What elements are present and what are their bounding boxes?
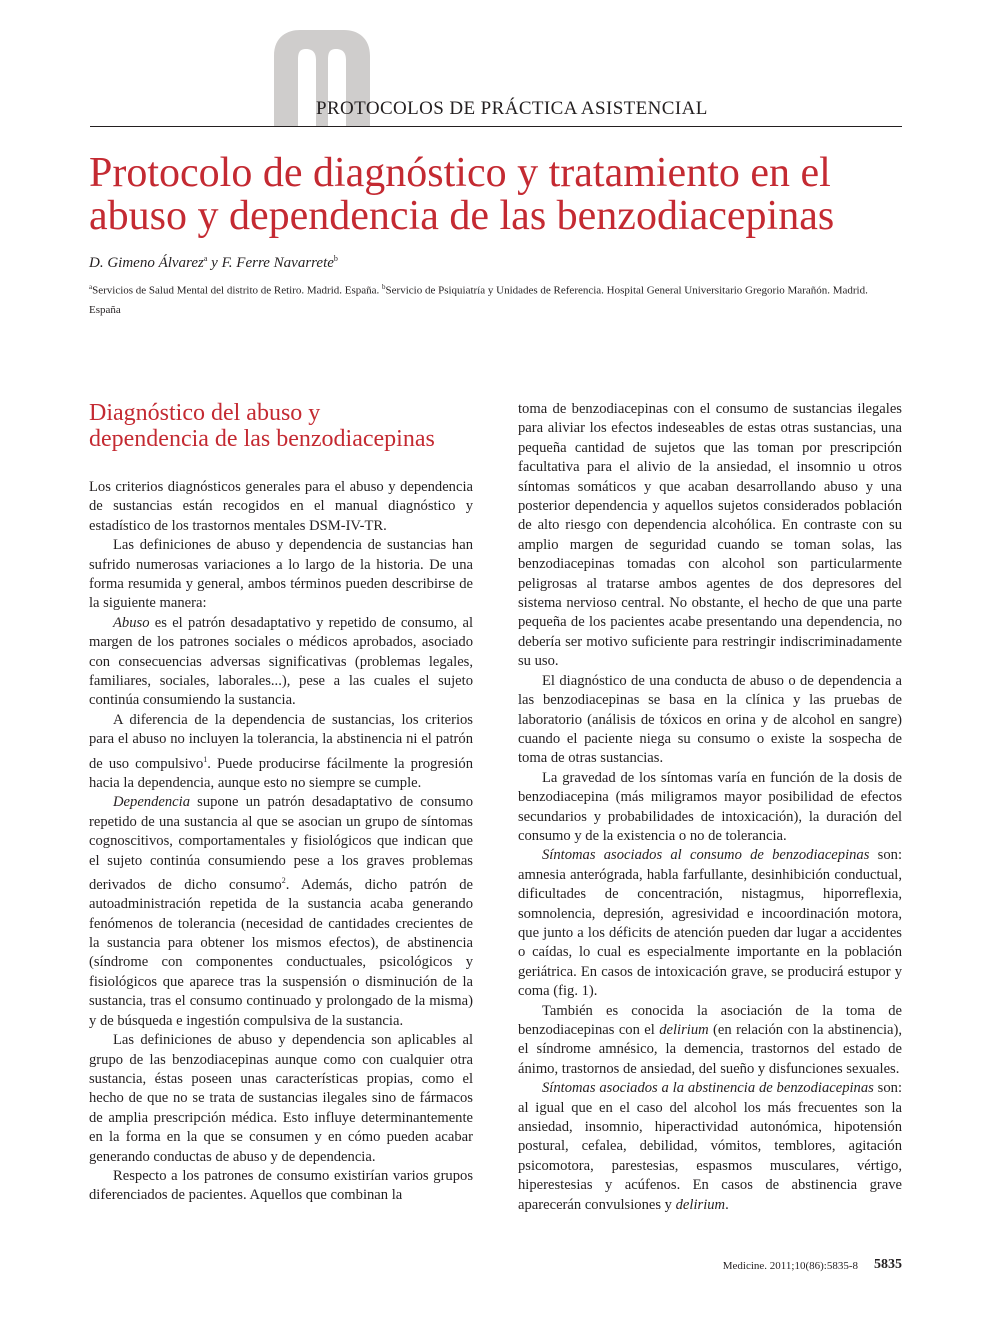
section-label: PROTOCOLOS DE PRÁCTICA ASISTENCIAL — [316, 98, 708, 119]
paragraph-consumo-sintomas — [518, 846, 902, 1001]
author-line — [89, 254, 338, 272]
affiliations — [89, 278, 901, 320]
header-divider — [90, 126, 902, 127]
paragraph-text: es el patrón desadaptativo y repetido de consumo, al margen de los patrones sociales o médicos aprobados, asociado con consecuencias adversas significativas (problemas legales, familiares, sociales, laborales...), pese a las cuales el sujeto continúa consumiendo la sustancia. — [89, 614, 473, 709]
paragraph: Las definiciones de abuso y dependencia de sustancias han sufrido numerosas variaciones a lo largo de la historia. De una forma resumida y general, ambos términos pueden describirse de la siguiente manera: — [89, 537, 473, 612]
author-1-affil-mark: a — [203, 254, 208, 263]
paragraph-abstinencia-sintomas — [518, 1079, 902, 1215]
paragraph-text: A diferencia de la dependencia de sustancias, los criterios para el abuso no incluyen la tolerancia, la abstinencia ni el patrón de uso compulsivo — [89, 711, 473, 772]
section-heading — [89, 400, 489, 452]
paragraph: toma de benzodiacepinas con el consumo de sustancias ilegales para aliviar los efectos indeseables de estas otras sustancias, una pequeña cantidad de sujetos que las toman por prescripción facultativa para el alivio de la ansiedad, el insomnio u otros síntomas somáticos y que acaban desarrollando abuso y una posterior dependencia y aquellos sujetos considerados población de alto riesgo con dependencia alcohólica. En contraste con su amplio margen de seguridad cuando se toman solas, las benzodiacepinas tomadas con alcohol son particularmente peligrosas al tratarse ambos agentes de dos depresores del sistema nervioso central. No obstante, el hecho de que una parte pequeña de los pacientes acabe presentando una dependencia, no debería ser motivo suficiente para restringir indiscriminadamente su uso. — [518, 401, 902, 670]
section-heading-line-2: dependencia de las benzodiacepinas — [89, 426, 435, 452]
paragraph-text: . — [725, 1196, 729, 1213]
paragraph-text: (en relación con la abstinencia), el síndrome amnésico, la demencia, trastornos del estado de ánimo, trastornos de ansiedad, del sueño y disfunciones sexuales. — [518, 1022, 902, 1077]
paragraph-abuso — [89, 614, 473, 711]
term-delirium: delirium — [675, 1196, 726, 1213]
author-join: y — [207, 255, 222, 271]
paragraph-text: son: al igual que en el caso del alcohol los más frecuentes son la ansiedad, insomnio, hiperactividad autonómica, hipotensión postural, cefalea, debilidad, vómitos, temblores, agitación psicomotora, parestesias, espasmos musculares, vértigo, hiperestesias y acúfenos. En casos de abstinencia grave aparecerán convulsiones y — [518, 1080, 902, 1213]
author-1: D. Gimeno Álvarez — [89, 255, 204, 271]
paragraph: Respecto a los patrones de consumo existirían varios grupos diferenciados de pacientes. Aquellos que combinan la — [89, 1167, 473, 1204]
paragraph — [89, 711, 473, 793]
term-delirium: delirium — [659, 1022, 709, 1038]
term-abuso: Abuso — [113, 614, 150, 631]
author-2-affil-mark: b — [333, 254, 338, 263]
section-heading-line-1: Diagnóstico del abuso y — [89, 400, 321, 426]
paragraph-text: También es conocida la asociación de la toma de benzodiacepinas con el — [518, 1002, 902, 1038]
affiliation-b: Servicio de Psiquiatría y Unidades de Referencia. Hospital General Universitario Gregorio Marañón. Madrid. España — [89, 284, 868, 316]
paragraph: Los criterios diagnósticos generales para el abuso y dependencia de sustancias están recogidos en el manual diagnóstico y estadístico de los trastornos mentales DSM-IV-TR. — [89, 479, 473, 534]
author-2: F. Ferre Navarrete — [221, 255, 334, 271]
term-sintomas-consumo: Síntomas asociados al consumo de benzodiacepinas — [542, 847, 870, 864]
article-title — [89, 152, 909, 238]
paragraph: La gravedad de los síntomas varía en función de la dosis de benzodiacepina (más miligramos mayor posibilidad de efectos secundarios y probabilidades de intoxicación), la duración del consumo y de la existencia o no de tolerancia. — [518, 769, 902, 844]
affil-mark-b: b — [382, 283, 386, 291]
title-line-1: Protocolo de diagnóstico y tratamiento en el — [89, 150, 831, 196]
paragraph — [518, 1002, 902, 1080]
right-column — [518, 400, 902, 1215]
paragraph-text: son: amnesia anterógrada, habla farfullante, desinhibición conductual, dificultades de concentración, nistagmus, hiporreflexia, somnolencia, depresión, agresividad e incoordinación motora, que junto a los déficits de atención pueden dar lugar a accidentes o caídas, lo cual es especialmente importante en la población geriátrica. En casos de intoxicación grave, se producirá estupor y coma (fig. 1). — [518, 847, 902, 1000]
title-line-2: abuso y dependencia de las benzodiacepinas — [89, 193, 835, 239]
affil-mark-a: a — [89, 283, 93, 291]
reference-mark: 1 — [203, 754, 208, 764]
term-dependencia: Dependencia — [113, 794, 190, 811]
paragraph-text: . Puede producirse fácilmente la progresión hacia la dependencia, aunque esto no siempre se cumple. — [89, 755, 473, 791]
paragraph-text: supone un patrón desadaptativo de consumo repetido de una sustancia al que se asocian un grupo de síntomas cognoscitivos, comportamentales y fisiológicos que indican que el sujeto continúa consumiendo pese a los graves problemas derivados de dicho consumo — [89, 794, 473, 893]
left-column — [89, 478, 473, 1206]
term-sintomas-abstinencia: Síntomas asociados a la abstinencia de benzodiacepinas — [542, 1080, 874, 1097]
affiliation-a: Servicios de Salud Mental del distrito de Retiro. Madrid. España. — [92, 284, 383, 297]
paragraph: El diagnóstico de una conducta de abuso o de dependencia a las benzodiacepinas se basa en la clínica y las pruebas de laboratorio (análisis de tóxicos en orina y de alcohol en sangre) cuando el paciente niega su consumo o existe la sospecha de toma de otras sustancias. — [518, 672, 902, 767]
page-number: 5835 — [874, 1257, 902, 1272]
paragraph: Las definiciones de abuso y dependencia son aplicables al grupo de las benzodiacepinas aunque como con cualquier otra sustancia, éstas poseen unas características propias, como el hecho de que no se trata de sustancias ilegales sino de fármacos de amplia prescripción médica. Esto influye determinantemente en la forma en la que se consumen y en cómo pueden acabar generando conductas de abuso y de dependencia. — [89, 1032, 473, 1165]
reference-mark: 2 — [281, 875, 286, 885]
paragraph-dependencia — [89, 793, 473, 1031]
paragraph-text: . Además, dicho patrón de autoadministración repetida de la sustancia acaba generando fenómenos de tolerancia (necesidad de cantidades crecientes de la sustancia para obtener los mismos efectos), de abstinencia (síndrome con componentes conductuales, psicológicos y fisiológicos que aparece tras la suspensión o disminución de la sustancia, tras el consumo continuado y prolongado de la misma) y de búsqueda e ingestión compulsiva de la sustancia. — [89, 876, 473, 1029]
journal-citation: Medicine. 2011;10(86):5835-8 — [722, 1260, 858, 1272]
